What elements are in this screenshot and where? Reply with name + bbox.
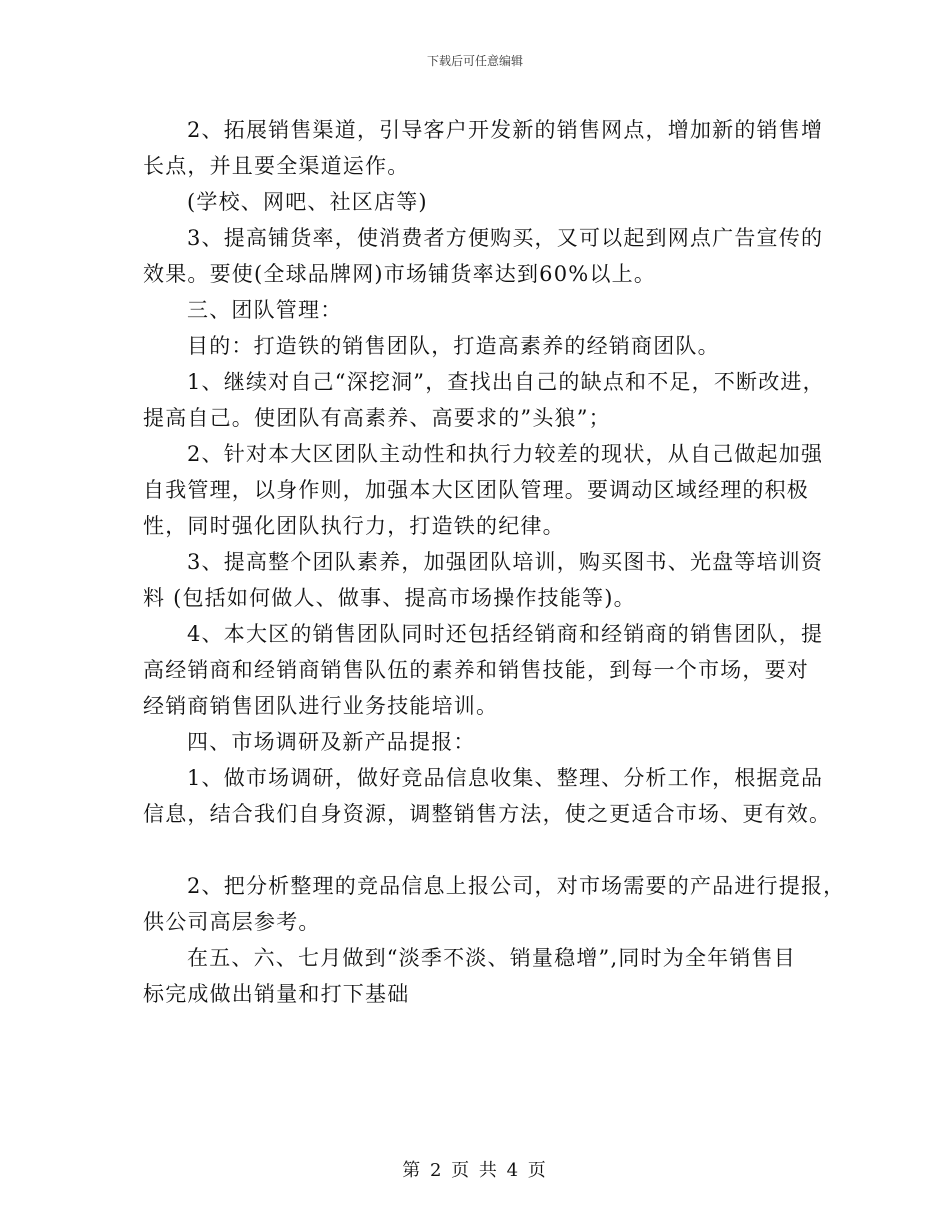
paragraph-line: 标完成做出销量和打下基础 — [143, 982, 410, 1006]
paragraph-spacer — [143, 832, 815, 868]
paragraph-line: 4、本大区的销售团队同时还包括经销商和经销商的销售团队，提 — [187, 622, 824, 646]
paragraph-line: 效果。要使(全球品牌网)市场铺货率达到60%以上。 — [143, 262, 657, 286]
page-number: 第 2 页 共 4 页 — [402, 1160, 548, 1181]
paragraph-line: 1、继续对自己“深挖洞”，查找出自己的缺点和不足，不断改进， — [187, 370, 825, 394]
paragraph-line: 1、做市场调研，做好竞品信息收集、整理、分析工作，根据竞品 — [187, 766, 824, 790]
paragraph-line: 长点，并且要全渠道运作。 — [143, 154, 410, 178]
paragraph-line: 经销商销售团队进行业务技能培训。 — [143, 694, 499, 718]
paragraph-line: 3、提高整个团队素养，加强团队培训，购买图书、光盘等培训资 — [187, 550, 824, 574]
paragraph-line: (学校、网吧、社区店等) — [187, 190, 428, 214]
paragraph-line: 供公司高层参考。 — [143, 910, 321, 934]
document-body — [143, 112, 846, 1012]
paragraph-line: 目的：打造铁的销售团队，打造高素养的经销商团队。 — [187, 334, 720, 358]
section-heading: 三、团队管理： — [187, 298, 343, 322]
paragraph-line: 3、提高铺货率，使消费者方便购买，又可以起到网点广告宣传的 — [187, 226, 824, 250]
paragraph-line: 性，同时强化团队执行力，打造铁的纪律。 — [143, 514, 565, 538]
paragraph-line: 自我管理，以身作则，加强本大区团队管理。要调动区域经理的积极 — [143, 478, 809, 502]
paragraph-line: 高经销商和经销商销售队伍的素养和销售技能，到每一个市场，要对 — [143, 658, 809, 682]
page-header: 下载后可任意编辑 — [426, 54, 523, 68]
paragraph-line: 2、针对本大区团队主动性和执行力较差的现状，从自己做起加强 — [187, 442, 824, 466]
section-heading: 四、市场调研及新产品提报： — [187, 730, 476, 754]
paragraph-line: 在五、六、七月做到“淡季不淡、销量稳增”,同时为全年销售目 — [187, 946, 796, 970]
paragraph-line: 2、拓展销售渠道，引导客户开发新的销售网点，增加新的销售增 — [187, 118, 824, 142]
paragraph-line: 提高自己。使团队有高素养、高要求的”头狼”； — [143, 406, 611, 430]
paragraph-line: 料 (包括如何做人、做事、提高市场操作技能等)。 — [143, 586, 636, 610]
paragraph-line: 2、把分析整理的竞品信息上报公司，对市场需要的产品进行提报， — [187, 874, 846, 898]
paragraph-line: 信息，结合我们自身资源，调整销售方法，使之更适合市场、更有效。 — [143, 802, 832, 826]
